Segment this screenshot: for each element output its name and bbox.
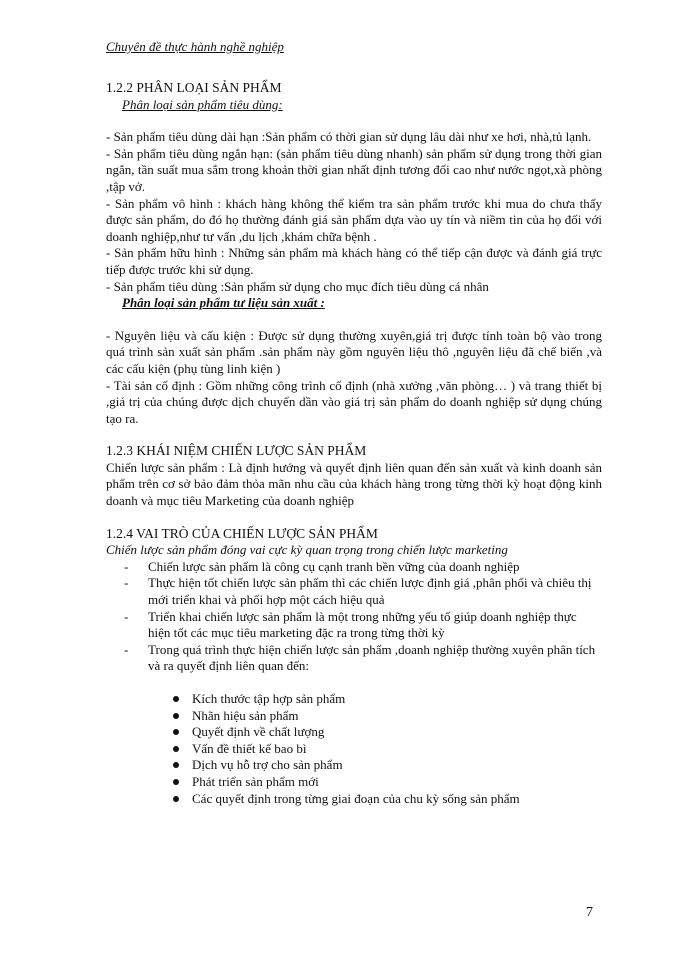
running-header: Chuyên đề thực hành nghề nghiệp [106,39,284,54]
page-content [106,80,602,807]
decision-list-item: Kích thước tập hợp sản phẩm [192,691,602,708]
section-heading-1-2-2: 1.2.2 PHÂN LOẠI SẢN PHẨM [106,80,282,95]
consumer-item: - Sản phẩm tiêu dùng ngắn hạn: (sản phẩm tiêu dùng nhanh) sản phẩm sử dụng trong thời gian ngắn, tần suất mua sắm trong khoản thời gian nhất định tương đối cao như nước ngọt,xà phòng ,tập vở. [106,145,602,194]
role-list [106,559,602,675]
consumer-item: - Sản phẩm hữu hình : Những sản phẩm mà khách hàng có thể tiếp cận được và đánh giá trực tiếp được trước khi sử dụng. [106,245,602,277]
role-list-item: - Triển khai chiến lược sản phẩm là một trong những yếu tố giúp doanh nghiệp thực hiện tốt các mục tiêu marketing đặc ra trong từng thời kỳ [148,609,602,642]
decision-list-item: Vấn đề thiết kế bao bì [192,741,602,758]
role-list-item: - Thực hiện tốt chiến lược sản phẩm thì các chiến lược định giá ,phân phối và chiêu thị mới triển khai và phối hợp một cách hiệu quả [148,575,602,608]
decision-list-item: Các quyết định trong từng giai đoạn của chu kỳ sống sản phẩm [192,791,602,808]
role-list-item: - Chiến lược sản phẩm là công cụ cạnh tranh bền vững của doanh nghiệp [148,559,602,576]
page-number: 7 [586,905,593,920]
consumer-item: - Sản phẩm vô hình : khách hàng không thể kiểm tra sản phẩm trước khi mua do chưa thấy được sản phẩm, do đó họ thường đánh giá sản phẩm dựa vào uy tín và niềm tin của họ đối với doanh nghiệp,như tư vấn ,du lịch ,khám chữa bệnh . [106,195,602,244]
decision-list-item: Dịch vụ hỗ trợ cho sản phẩm [192,757,602,774]
decision-list-item: Phát triển sản phẩm mới [192,774,602,791]
section-heading-1-2-4: 1.2.4 VAI TRÒ CỦA CHIẾN LƯỢC SẢN PHẨM [106,525,378,541]
strategy-definition: Chiến lược sản phẩm : Là định hướng và quyết định liên quan đến sản xuất và kinh doanh sản phẩm trên cơ sở bảo đảm thỏa mãn nhu cầu của khách hàng trong từng thời kỳ hoạt động kinh doanh và mục tiêu Marketing của doanh nghiệp [106,459,602,509]
decision-list [106,691,602,807]
section-heading-1-2-3: 1.2.3 KHÁI NIỆM CHIẾN LƯỢC SẢN PHẨM [106,443,367,459]
production-item: - Nguyên liệu và cấu kiện : Được sử dụng thường xuyên,giá trị được tính toàn bộ vào trong quá trình sản xuất sản phẩm .sản phẩm này gồm nguyên liệu thô ,nguyên liệu đã chế biến ,và các cấu kiện (phụ tùng linh kiện ) [106,327,602,376]
production-subheading: Phân loại sản phẩm tư liệu sản xuất : [122,295,325,311]
role-list-item: - Trong quá trình thực hiện chiến lược sản phẩm ,doanh nghiệp thường xuyên phân tích và ra quyết định liên quan đến: [148,642,602,675]
decision-list-item: Nhãn hiệu sản phẩm [192,708,602,725]
consumer-item: - Sản phẩm tiêu dùng dài hạn :Sản phẩm có thời gian sử dụng lâu dài như xe hơi, nhà,tủ lạnh. [106,129,592,145]
consumer-subheading: Phân loại sản phẩm tiêu dùng: [122,96,283,112]
role-intro: Chiến lược sản phẩm đóng vai cực kỳ quan trọng trong chiến lược marketing [106,542,508,558]
consumer-item: - Sản phẩm tiêu dùng :Sản phẩm sử dụng cho mục đích tiêu dùng cá nhân [106,278,489,294]
production-item: - Tài sản cố định : Gồm những công trình cố định (nhà xưởng ,văn phòng… ) và trang thiết bị ,giá trị của chúng được dịch chuyển dần vào giá trị sản phẩm do doanh nghiệp sử dụng chúng tạo ra. [106,377,602,426]
decision-list-item: Quyết định về chất lượng [192,724,602,741]
